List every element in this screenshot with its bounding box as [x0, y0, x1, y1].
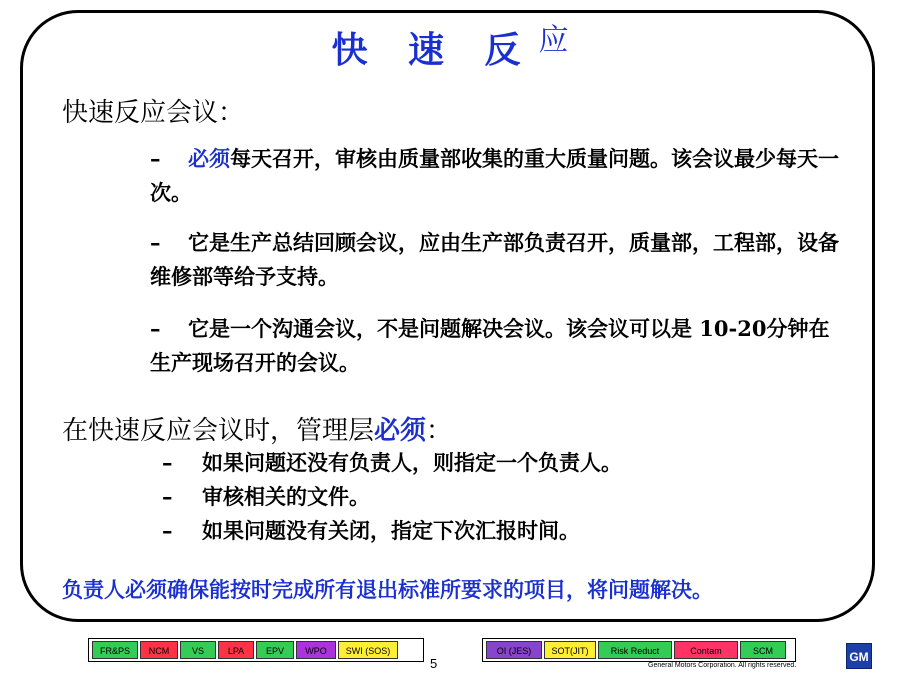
section1-heading: 快速反应会议：	[62, 98, 245, 128]
final-statement: 负责人必须确保能按时完成所有退出标准所要求的项目，将问题解决。	[62, 577, 713, 602]
section2-heading	[62, 410, 452, 447]
dash: –	[150, 230, 161, 255]
section1-item-3	[150, 312, 840, 380]
section2-item-2	[162, 482, 370, 512]
nav-risk-reduct[interactable]: Risk Reduct	[598, 641, 672, 659]
title-tail: 应	[538, 23, 569, 58]
nav-vs[interactable]: VS	[180, 641, 216, 659]
nav-epv[interactable]: EPV	[256, 641, 294, 659]
gm-logo: GM	[846, 643, 872, 669]
nav-lpa[interactable]: LPA	[218, 641, 254, 659]
nav-scm[interactable]: SCM	[740, 641, 786, 659]
footer-nav-right	[482, 638, 796, 662]
dash: –	[162, 450, 173, 475]
dash: –	[162, 484, 173, 509]
dash: –	[150, 316, 161, 341]
section1-item-1	[150, 142, 840, 210]
page-number: 5	[430, 656, 438, 671]
copyright-text: General Motors Corporation. All rights reserved.	[648, 662, 797, 669]
item-text: 每天召开，审核由质量部收集的重大质量问题。该会议最少每天一次。	[150, 146, 839, 205]
title-main: 快 速 反	[331, 30, 535, 71]
footer-nav-left	[88, 638, 424, 662]
section1-item-2	[150, 226, 840, 294]
nav-sot-jit[interactable]: SOT(JIT)	[544, 641, 596, 659]
nav-swi[interactable]: SWI (SOS)	[338, 641, 398, 659]
emphasis-must: 必须	[188, 146, 230, 171]
section2-item-1	[162, 448, 622, 478]
item-text: 如果问题没有关闭，指定下次汇报时间。	[202, 518, 580, 543]
nav-oi-jes[interactable]: OI (JES)	[486, 641, 542, 659]
item-text: 如果问题还没有负责人，则指定一个负责人。	[202, 450, 622, 475]
dash: –	[150, 146, 161, 171]
section2-item-3	[162, 516, 580, 546]
item-text: 它是一个沟通会议，不是问题解决会议。该会议可以是 10-20分钟在生产现场召开的会议。	[150, 316, 830, 375]
nav-frps[interactable]: FR&PS	[92, 641, 138, 659]
heading-suffix: ：	[426, 416, 453, 446]
heading-prefix: 在快速反应会议时，管理层	[62, 416, 375, 446]
nav-contam[interactable]: Contam	[674, 641, 738, 659]
nav-wpo[interactable]: WPO	[296, 641, 336, 659]
emphasis-must: 必须	[374, 416, 427, 446]
slide-title	[0, 22, 900, 73]
nav-ncm[interactable]: NCM	[140, 641, 178, 659]
item-text: 审核相关的文件。	[202, 484, 370, 509]
dash: –	[162, 518, 173, 543]
item-text: 它是生产总结回顾会议，应由生产部负责召开，质量部，工程部，设备维修部等给予支持。	[150, 230, 839, 289]
